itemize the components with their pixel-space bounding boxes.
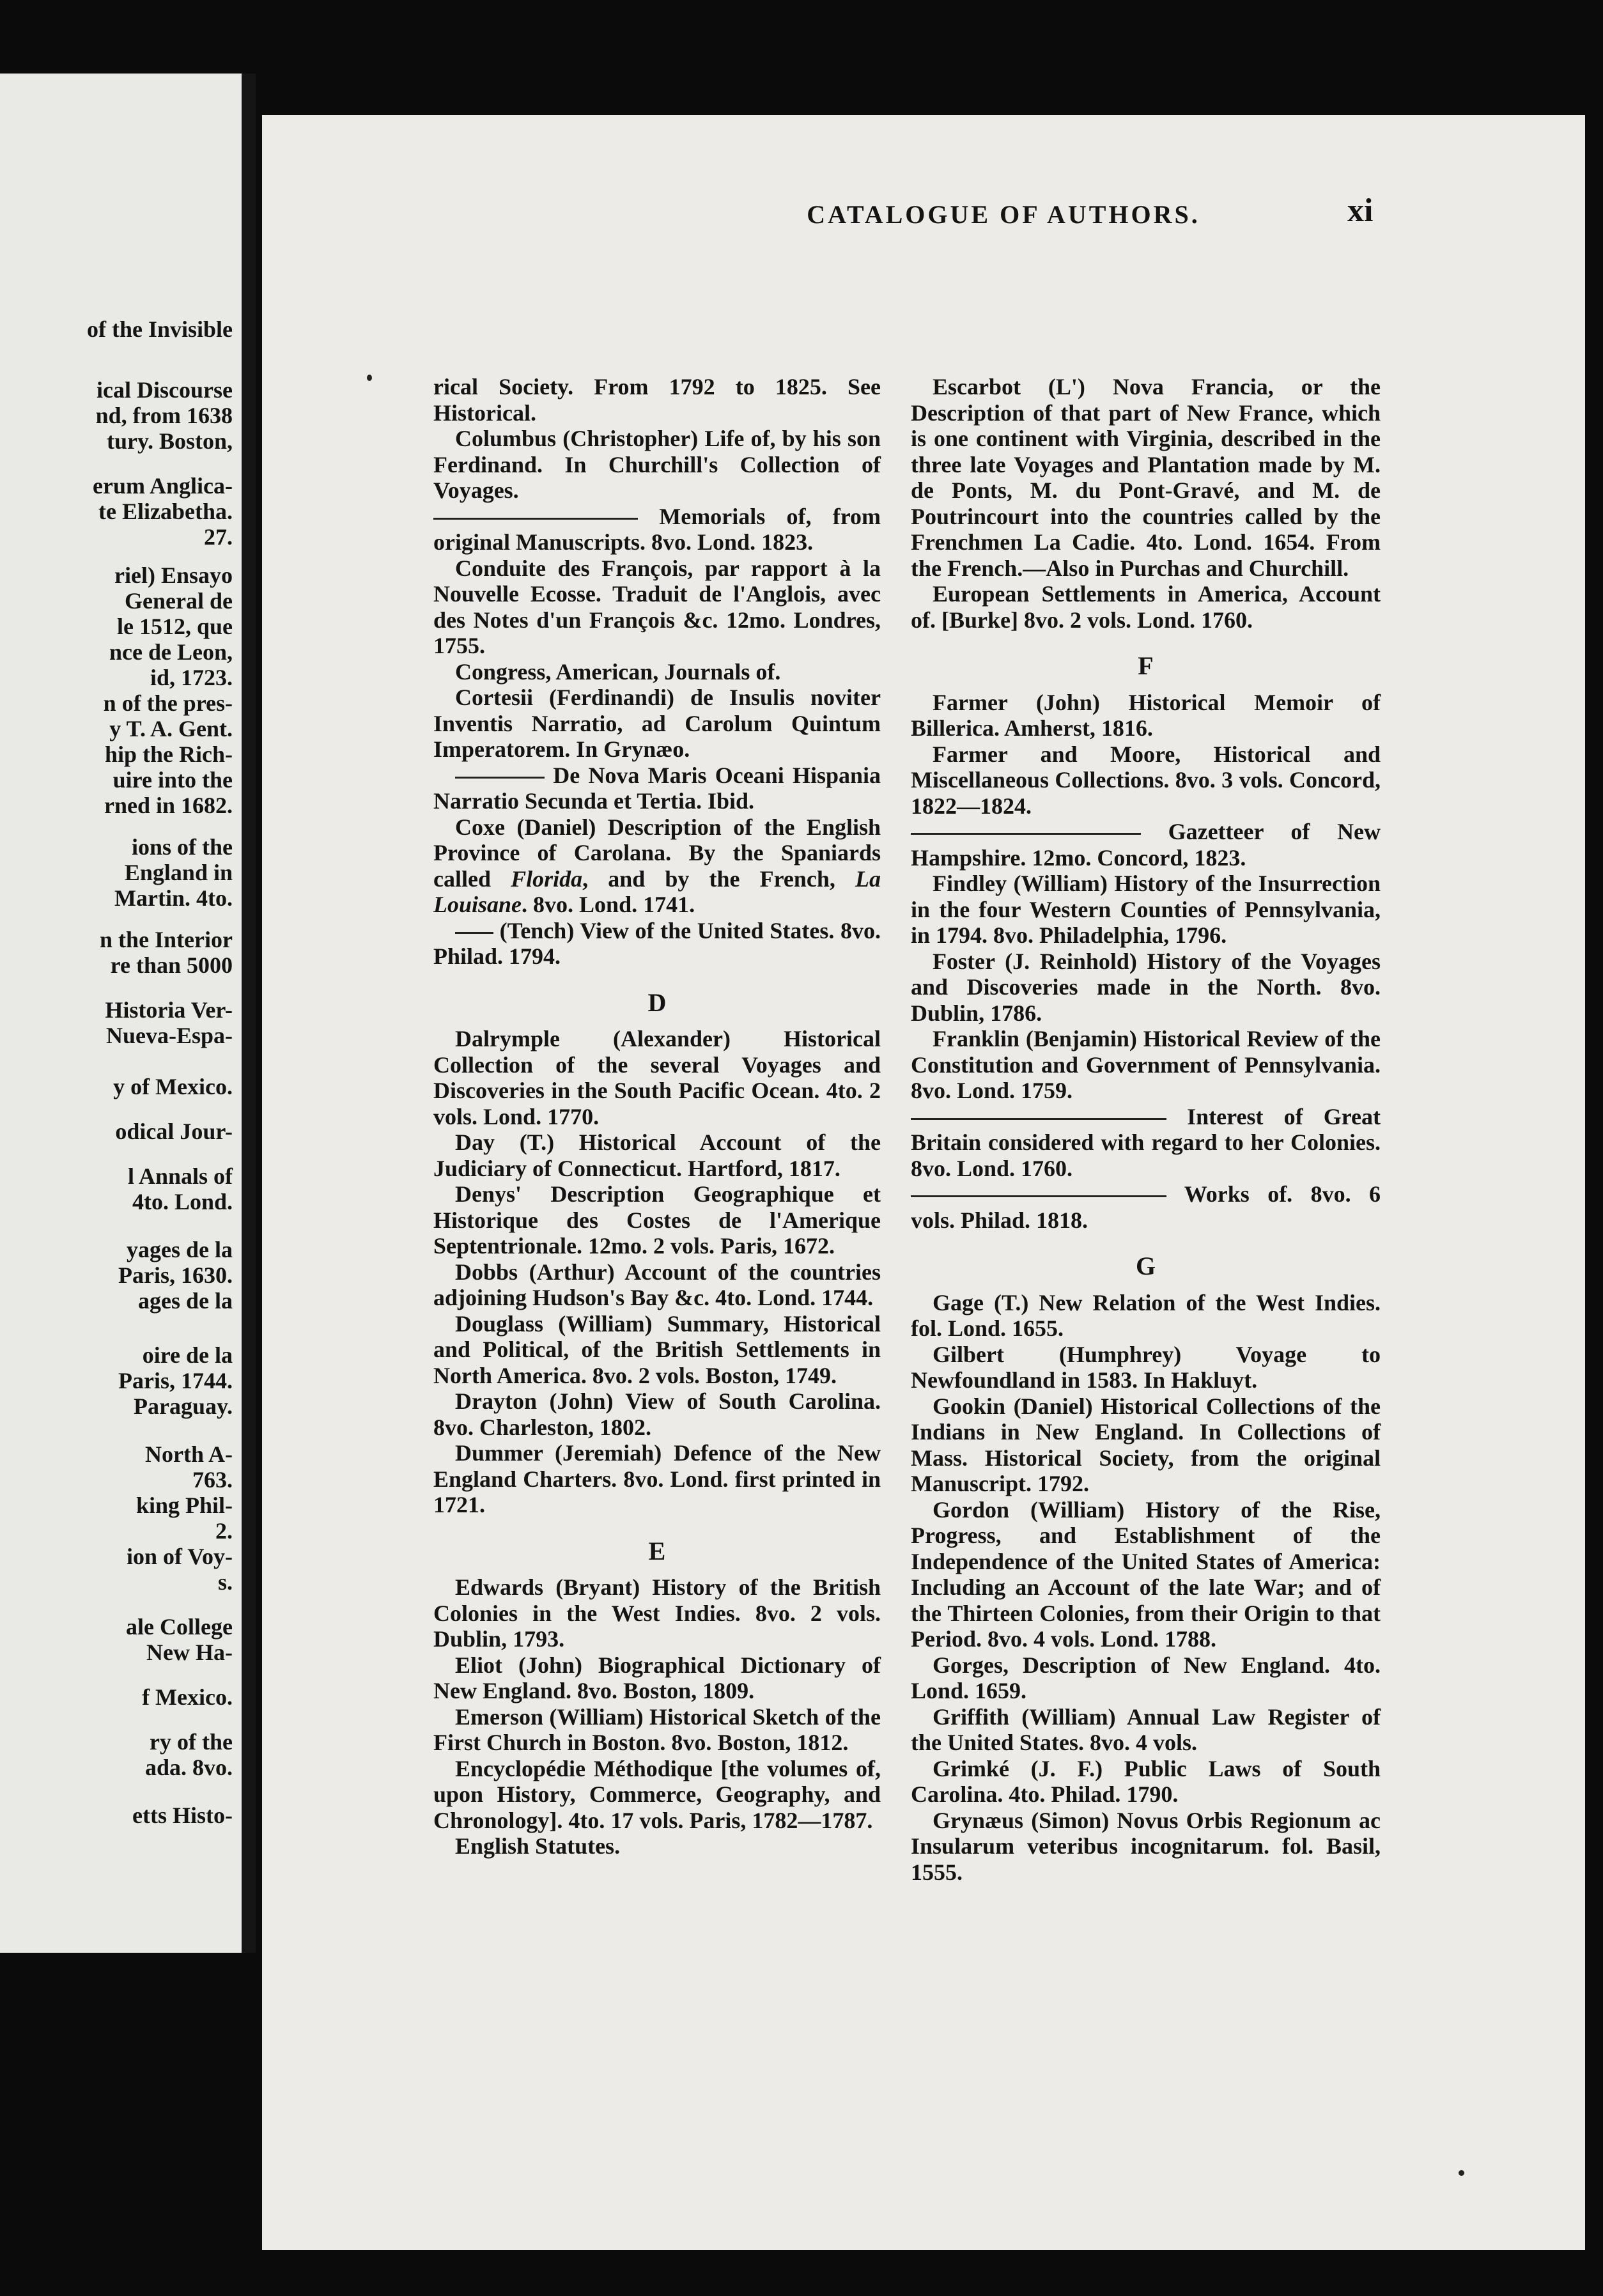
entry: Farmer and Moore, Historical and Miscellaneous Collections. 8vo. 3 vols. Concord, 1822—1824. [911, 741, 1381, 819]
entry [433, 763, 881, 814]
entry: Cortesii (Ferdinandi) de Insulis noviter Inventis Narratio, ad Carolum Quintum Imperatorem. In Grynæo. [433, 685, 881, 762]
left-page-line: of the Invisible [86, 316, 233, 342]
entry [911, 819, 1381, 871]
ditto-rule [433, 518, 638, 520]
entry: Columbus (Christopher) Life of, by his son Ferdinand. In Churchill's Collection of Voyages. [433, 426, 881, 503]
entry: Grimké (J. F.) Public Laws of South Carolina. 4to. Philad. 1790. [911, 1755, 1381, 1807]
left-page-line: etts Histo- [132, 1803, 233, 1828]
entry: Edwards (Bryant) History of the British Colonies in the West Indies. 8vo. 2 vols. Dublin, 1793. [433, 1574, 881, 1652]
section-letter-d: D [647, 988, 667, 1017]
left-page-line: Martin. 4to. [114, 885, 233, 911]
entry [911, 1181, 1381, 1233]
entry: Douglass (William) Summary, Historical and Political, of the British Settlements in North America. 8vo. 2 vols. Boston, 1749. [433, 1310, 881, 1388]
left-page-line: riel) Ensayo [114, 562, 233, 588]
left-page-line: uire into the [112, 767, 233, 793]
entry: Conduite des François, par rapport à la Nouvelle Ecosse. Traduit de l'Anglois, avec des Notes d'un François &c. 12mo. Londres, 1755. [433, 555, 881, 658]
entry: Day (T.) Historical Account of the Judiciary of Connecticut. Hartford, 1817. [433, 1129, 881, 1181]
section-letter-e: E [648, 1536, 666, 1565]
left-page-line: n the Interior [100, 927, 233, 952]
ditto-rule [455, 777, 545, 779]
entry [433, 918, 881, 970]
entry: Gage (T.) New Relation of the West Indies. fol. Lond. 1655. [911, 1289, 1381, 1341]
left-page-line: tury. Boston, [106, 428, 233, 454]
left-page-line: n of the pres- [103, 690, 233, 716]
left-page-line: hip the Rich- [104, 741, 233, 767]
left-page-line: re than 5000 [110, 952, 233, 978]
entry: Gilbert (Humphrey) Voyage to Newfoundland in 1583. In Hakluyt. [911, 1341, 1381, 1393]
left-page-line: Paris, 1630. [118, 1262, 233, 1288]
entry: Dobbs (Arthur) Account of the countries adjoining Hudson's Bay &c. 4to. Lond. 1744. [433, 1259, 881, 1310]
left-page-line: Historia Ver- [105, 997, 233, 1023]
entry: Denys' Description Geographique et Historique des Costes de l'Amerique Septentrionale. 12mo. 2 vols. Paris, 1672. [433, 1181, 881, 1259]
left-page-line: ions of the [131, 834, 233, 860]
entry: Escarbot (L') Nova Francia, or the Description of that part of New France, which is one continent with Virginia, described in the three late Voyages and Plantation made by M. de Ponts, M. du Pont-Gravé, and M. de Poutrincourt into the countries called by the Frenchmen La Cadie. 4to. Lond. 1654. From the French.—Also in Purchas and Churchill. [911, 374, 1381, 581]
entry: Gorges, Description of New England. 4to. Lond. 1659. [911, 1652, 1381, 1703]
left-page-line: nd, from 1638 [95, 403, 233, 428]
left-page-line: rned in 1682. [104, 793, 233, 818]
entry-text: Memorials of, from original Manuscripts. 8vo. Lond. 1823. [433, 503, 881, 555]
left-page-line: ages de la [138, 1288, 233, 1314]
ink-mark [1459, 2170, 1464, 2176]
left-page-line: 27. [204, 524, 233, 550]
left-page-line: Paraguay. [133, 1393, 233, 1419]
left-page-line: Paris, 1744. [118, 1368, 233, 1393]
entry: Emerson (William) Historical Sketch of the First Church in Boston. 8vo. Boston, 1812. [433, 1703, 881, 1755]
left-page-line: f Mexico. [142, 1684, 233, 1710]
left-page-fragment [0, 74, 242, 1953]
entry-italic: Florida [511, 865, 583, 892]
left-page-line: New Ha- [146, 1640, 233, 1665]
left-page-line: ry of the [150, 1729, 233, 1755]
entry-text: Gazetteer of New Hampshire. 12mo. Concord, 1823. [911, 819, 1381, 871]
left-page-line: ical Discourse [97, 377, 233, 403]
left-page-line: le 1512, que [116, 614, 233, 639]
left-page-line: y T. A. Gent. [109, 716, 233, 741]
entry: Drayton (John) View of South Carolina. 8vo. Charleston, 1802. [433, 1388, 881, 1440]
entry-continuation: rical Society. From 1792 to 1825. See Historical. [433, 374, 881, 426]
left-page-line: 4to. Lond. [132, 1189, 233, 1214]
page-number: xi [1347, 192, 1374, 229]
entry: Gordon (William) History of the Rise, Progress, and Establishment of the Independence of the United States of America: Including an Account of the late War; and of the Thirteen Colonies, from their Origin to that Period. 8vo. 4 vols. Lond. 1788. [911, 1496, 1381, 1652]
left-page-line: ale College [126, 1614, 233, 1640]
entry [433, 814, 881, 918]
entry-text: . 8vo. Lond. 1741. [522, 892, 695, 917]
entry: Dummer (Jeremiah) Defence of the New England Charters. 8vo. Lond. first printed in 1721. [433, 1440, 881, 1517]
entry-text: Coxe (Daniel) Description of the English Province of Carolana. By the Spaniards called [433, 814, 881, 892]
left-page-line: nce de Leon, [109, 639, 233, 665]
left-page-line: North A- [145, 1441, 233, 1467]
ditto-rule [911, 1195, 1166, 1197]
entry: Grynæus (Simon) Novus Orbis Regionum ac Insularum veteribus incognitarum. fol. Basil, 1555. [911, 1807, 1381, 1885]
left-page-line: Nueva-Espa- [105, 1023, 233, 1048]
entry-text: (Tench) View of the United States. 8vo. Philad. 1794. [433, 917, 881, 969]
left-page-line: General de [125, 588, 233, 614]
left-page-line: 2. [215, 1518, 233, 1544]
entry-text: Interest of Great Britain considered with regard to her Colonies. 8vo. Lond. 1760. [911, 1103, 1381, 1181]
entry: Foster (J. Reinhold) History of the Voyages and Discoveries made in the North. 8vo. Dublin, 1786. [911, 948, 1381, 1026]
left-page-line: y of Mexico. [113, 1074, 233, 1099]
entry [433, 504, 881, 555]
entry-text: Works of. 8vo. 6 vols. Philad. 1818. [911, 1181, 1381, 1233]
left-page-line: erum Anglica- [93, 473, 233, 499]
entry-italic: La Louisane [433, 865, 881, 917]
left-page-line: yages de la [127, 1237, 233, 1262]
entry: Eliot (John) Biographical Dictionary of New England. 8vo. Boston, 1809. [433, 1652, 881, 1703]
section-letter-g: G [1135, 1252, 1156, 1280]
column-left [433, 374, 881, 1859]
entry: Congress, American, Journals of. [455, 658, 781, 685]
section-letter-f: F [1138, 651, 1154, 680]
entry: Findley (William) History of the Insurrection in the four Western Counties of Pennsylvania, in 1794. 8vo. Philadelphia, 1796. [911, 871, 1381, 948]
left-page-line: 763. [192, 1467, 233, 1493]
left-page-line: ada. 8vo. [144, 1755, 233, 1780]
running-head: CATALOGUE OF AUTHORS. [807, 200, 1200, 229]
entry: English Statutes. [455, 1833, 621, 1859]
left-page-line: king Phil- [136, 1493, 233, 1518]
left-page-line: odical Jour- [115, 1119, 233, 1144]
ditto-rule [911, 833, 1141, 835]
ink-mark [367, 375, 372, 381]
ditto-rule [455, 932, 493, 934]
left-page-line: te Elizabetha. [98, 499, 233, 524]
left-page-line: England in [124, 860, 233, 885]
entry: Dalrymple (Alexander) Historical Collection of the several Voyages and Discoveries in the South Pacific Ocean. 4to. 2 vols. Lond. 1770. [433, 1026, 881, 1129]
entry [911, 1104, 1381, 1182]
entry-text: De Nova Maris Oceani Hispania Narratio Secunda et Tertia. Ibid. [433, 762, 881, 814]
entry: Encyclopédie Méthodique [the volumes of, upon History, Commerce, Geography, and Chronology]. 4to. 17 vols. Paris, 1782—1787. [433, 1755, 881, 1833]
page-gutter [242, 74, 256, 1953]
left-page-line: l Annals of [127, 1163, 233, 1189]
entry: Franklin (Benjamin) Historical Review of the Constitution and Government of Pennsylvania. 8vo. Lond. 1759. [911, 1026, 1381, 1103]
left-page-line: ion of Voy- [126, 1544, 233, 1569]
entry: Gookin (Daniel) Historical Collections of the Indians in New England. In Collections of Mass. Historical Society, from the original Manuscript. 1792. [911, 1393, 1381, 1496]
entry: Griffith (William) Annual Law Register of the United States. 8vo. 4 vols. [911, 1703, 1381, 1755]
left-page-line: s. [217, 1569, 233, 1595]
column-right [911, 374, 1381, 1885]
left-page-line: id, 1723. [150, 665, 233, 690]
entry: European Settlements in America, Account of. [Burke] 8vo. 2 vols. Lond. 1760. [911, 581, 1381, 633]
ditto-rule [911, 1118, 1166, 1120]
entry-text: , and by the French, [582, 865, 835, 892]
entry: Farmer (John) Historical Memoir of Billerica. Amherst, 1816. [911, 689, 1381, 741]
left-page-line: oire de la [142, 1342, 233, 1368]
